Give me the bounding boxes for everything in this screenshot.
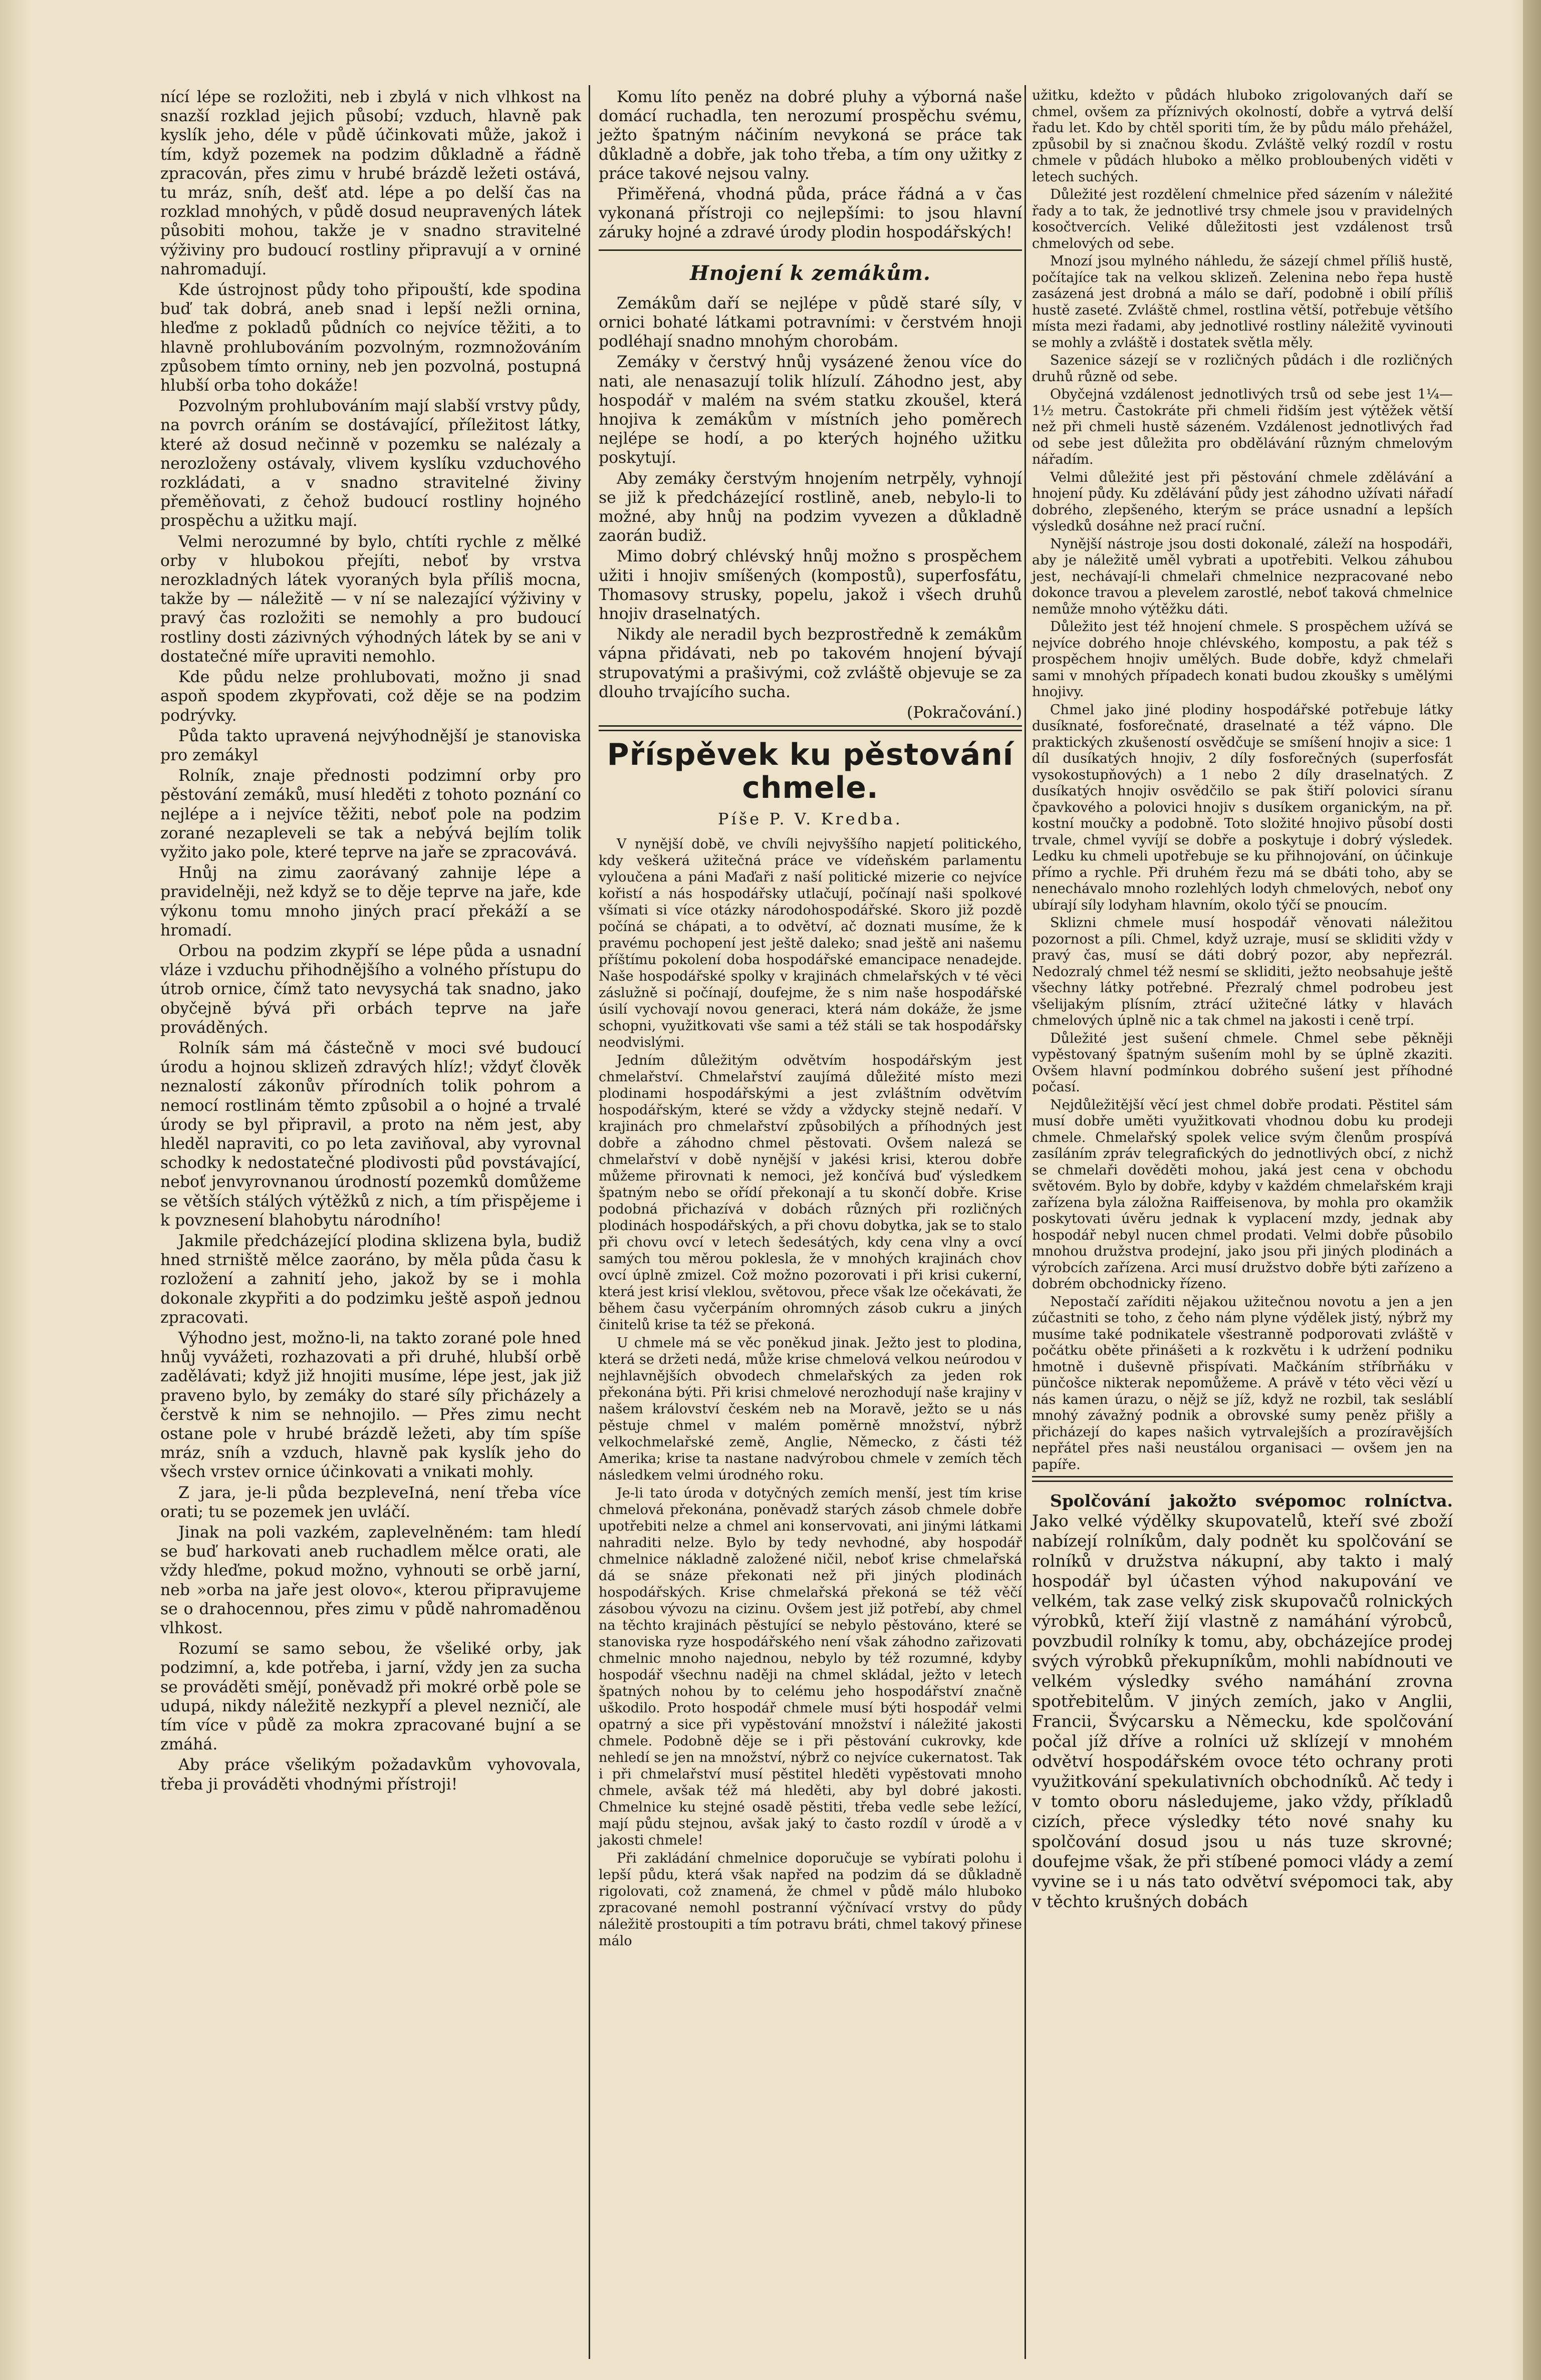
paragraph: nící lépe se rozložiti, neb i zbylá v nich vlhkost na snazší rozklad jejich působí; vzduch, hlavně pak kyslík jeho, déle v půdě účinkovati může, jakož i tím, když pozemek na podzim důkladně a řádně zpracován, přes zimu v hrubé brázdě ležeti ostává, tu mráz, sníh, dešť atd. lépe a po delší čas na rozklad mnohých, v půdě dosud neupravených látek působiti mohou, takže je v snadno stravitelné výživiny pro budoucí rostliny připravují a v orniné nahromadují.: [160, 88, 581, 278]
paragraph: Z jara, je-li půda bezpleveIná, není třeba více orati; tu se pozemek jen uvláčí.: [160, 1483, 581, 1521]
paragraph: Orbou na podzim zkypří se lépe půda a usnadní vláze i vzduchu přihodnějšího a volného přístupu do útrob ornice, čímž tato nevysychá tak snadno, jako obyčejně bývá při orbách teprve na jaře prováděných.: [160, 942, 581, 1037]
paragraph: U chmele má se věc poněkud jinak. Ježto jest to plodina, která se držeti nedá, může krise chmelová velkou neúrodou v nejhlavnějších obvodech chmelařských za jeden rok překonána býti. Při krisi chmelové nerozhodují naše krajiny v našem království českém neb na Moravě, ježto se u nás pěstuje chmel v malém poměrně množství, nýbrž velkochmelařské země, Anglie, Německo, z části též Amerika; krise ta nastane nadvýrobou chmele v zemích těch následkem velmi úrodného roku.: [599, 1335, 1022, 1483]
paragraph: Rolník, znaje přednosti podzimní orby pro pěstování zemáků, musí hleděti z tohoto poznání co nejlépe a i nejvíce těžiti, neboť pole na podzim zorané nezapleveli se tak a nebývá bejlím tolik vyžito jako pole, které teprve na jaře se zpracovává.: [160, 767, 581, 861]
paragraph: Výhodno jest, možno-li, na takto zorané pole hned hnůj vyvážeti, rozhazovati a při druhé, hlubší orbě zadělávati; když již hnojiti musíme, lépe jest, jak již praveno bylo, by zemáky do staré síly přicházely a čerstvě k nim se nehnojilo. — Přes zimu necht ostane pole v hrubé brázdě ležeti, aby tím spíše mráz, sníh a vzduch, hlavně pak kyslík jeho do všech vrstev ornice účinkovati a vnikati mohly.: [160, 1329, 581, 1481]
article-title-chmel: Příspěvek ku pěstování chmele.: [607, 737, 1014, 806]
section-divider: [1032, 1480, 1453, 1482]
article-continuation: [1032, 88, 1453, 1473]
column-rule-1: [589, 85, 590, 2359]
page-edge-strip: [1523, 0, 1541, 2380]
paragraph: Pozvolným prohlubováním mají slabší vrstvy půdy, na povrch oráním se dostávající, příležitost látky, které až dosud nečinně v pozemku se nalézaly a nerozloženy ostávaly, vlivem kyslíku vzduchového rozkládati, a v snadno stravitelné živiny přeměňovati, z čehož budoucí rostliny hojného prospěchu a užitku mají.: [160, 397, 581, 530]
article-byline: Píše P. V. Kredba.: [718, 809, 903, 829]
paragraph: Rozumí se samo sebou, že všeliké orby, jak podzimní, a, kde potřeba, i jarní, vždy jen za sucha se prováděti smějí, poněvadž při mokré orbě pole se udupá, nikdy náležitě nezkypří a plevel nezničí, ale tím více v půdě za mokra zpracované bujní a se zmáhá.: [160, 1640, 581, 1754]
paragraph: Nepostačí zaříditi nějakou užitečnou novotu a jen a jen zúčastniti se toho, z čeho nám plyne výdělek jistý, nýbrž my musíme také podnikatele všestranně podporovati zvláště v počátku oběte přinášeti a k rozkvětu i k udržení podniku hmotně i duševně přispívati. Mačkáním stříbrňáku v pünčošce nikterak nepomůžeme. A právě v této věci vězí u nás kamen úrazu, o nějž se jíž, když ne rozbil, tak sesláblí mnohý závažný podnik a obrovské sumy peněz přišly a přicházejí do kapes našich vytrvalejších a prozíravějších nepřátel přes naši neustálou organisaci — ovšem jen na papíře.: [1032, 1294, 1453, 1472]
paragraph: Mimo dobrý chlévský hnůj možno s prospěchem užiti i hnojiv smíšených (kompostů), superfosfátu, Thomasovy strusky, popelu, jakož i všech druhů hnojiv draselnatých.: [599, 547, 1022, 624]
section-text: Jako velké výdělky skupovatelů, kteří své zboží nabízejí rolníkům, daly podnět ku spolčování se rolníků v družstva nákupní, aby takto i malý hospodář byl účasten výhod nakupování ve velkém, tak zase velký zisk skupovačů rolnických výrobků, kteří žijí vlastně z namáhání výrobců, povzbudil rolníky k tomu, aby, obcházejíce prodej svých výrobků překupníkům, mohli nabídnouti ve velkém výsledky svého namáhání zrovna spotřebitelům. V jiných zemích, jako v Anglii, Francii, Švýcarsku a Německu, kde spolčování počal jíž dříve a rolníci už sklízejí v mnohém odvětví hospodářském ovoce této ochrany proti využitkování spekulativních obchodníků. Ač tedy i v tomto oboru následujeme, jako vždy, příkladů cizích, přece výsledky této nové snahy ku spolčování dosud jsou u nás tuze skrovné; doufejme však, že při stíbené pomoci vlády a zemí vyvine se i u nás tato odvětví svépomoci tak, aby v těchto krušných dobách: [1032, 1511, 1453, 1911]
paragraph: Kde ústrojnost půdy toho připouští, kde spodina buď tak dobrá, aneb snad i lepší nežli ornina, hleďme z pokladů půdních co nejvíce těžiti, a to hlavně prohlubováním pozvolným, rozmnožováním způsobem tímto orniny, neb jen pozvolná, postupná hlubší orba toho dokáže!: [160, 281, 581, 395]
paragraph: Rolník sám má částečně v moci své budoucí úrodu a hojnou sklizeň zdravých hlíz!; vždyť člověk neznalostí zákonův přírodních tolik pohrom a nemocí rostlinám těmto způsobil a o hojné a trvalé úrody se byl připravil, a proto na něm jest, aby hleděl napraviti, co po leta zaviňoval, aby vyrovnal schodky k nedostatečné plodivosti půd povstávající, neboť jenvyrovnanou úrodností pozemků domůžeme se větších stálých výtěžků z nich, a tím přispějeme i k povznesení blahobytu národního!: [160, 1039, 581, 1230]
paragraph: Obyčejná vzdálenost jednotlivých trsů od sebe jest 1¼—1½ metru. Častokráte při chmeli řidším jest výtěžek větší než při chmeli hustě sázeném. Vzdálenost jednotlivých řad od sebe jest důležita pro obdělávání různým chmelovým nářadím.: [1032, 387, 1453, 467]
paragraph: Jedním důležitým odvětvím hospodářským jest chmelařství. Chmelařství zaujímá důležité místo mezi plodinami hospodářskými a jest zvláštním odvětvím hospodářským, které se vždy a vždycky stejně nedaří. V krajinách pro chmelařství způsobilých a příhodných jest dobře a záhodno chmel pěstovati. Ovšem nalezá se chmelařství v době nynější v jakési krisi, kterou dobře můžeme přirovnati k nemoci, jež končívá buď výsledkem špatným nebo se ořídí překonají a tu skončí dobře. Krise podobná přichazívá v dobách různých při rozličných plodinách hospodářských, a při chovu dobytka, jak se to stalo při chovu ovcí v letech šedesátých, kdy cena vlny a ovcí samých tou měrou poklesla, že v mnohých krajinách chov ovcí úplně zmizel. Což možno pozorovati i při krisi cukerní, která jest krisí vleklou, světovou, přece však lze očekávati, že během času vyčerpáním ohromných zásob cukru a jiných činitelů krise ta též se překoná.: [599, 1052, 1022, 1333]
paragraph: Velmi důležité jest při pěstování chmele zdělávání a hnojení půdy. Ku zdělávání půdy jest záhodno užívati nářadí dobrého, zlepšeného, kterým se práce usnadní a lepších výsledků dosáhne než prací ruční.: [1032, 469, 1453, 534]
paragraph: Aby zemáky čerstvým hnojením netrpěly, vyhnojí se již k předcházející rostlině, aneb, nebylo-li to možné, aby hnůj na podzim vyvezen a důkladně zaorán budiž.: [599, 469, 1022, 545]
paragraph: Zemákům daří se nejlépe v půdě staré síly, v ornici bohaté látkami potravními: v čerstvém hnoji podléhají snadno mnohým chorobám.: [599, 294, 1022, 351]
paragraph: Důležito jest též hnojení chmele. S prospěchem užívá se nejvíce dobrého hnoje chlévského, kompostu, a pak též s prospěchem hnojiv umělých. Bude dobře, když chmelaři sami v mnohých případech konati budou zkoušky s umělými hnojivy.: [1032, 619, 1453, 700]
paragraph: Důležité jest sušení chmele. Chmel sebe pěkněji vypěstovaný špatným sušením mohl by se úplně zkaziti. Ovšem hlavní podmínkou dobrého sušení jest příhodné počasí.: [1032, 1030, 1453, 1095]
paragraph: Jinak na poli vazkém, zaplevelněném: tam hledí se buď harkovati aneb ruchadlem mělce orati, ale vždy hleďme, pokud možno, vyhnouti se orbě jarní, neb »orba na jaře jest olovo«, kterou připravujeme se o drahocennou, přes zimu v půdě nahromaděnou vlhkost.: [160, 1524, 581, 1638]
column-2: [599, 88, 1022, 1951]
section-title-spolcovani: Spolčování jakožto svépomoc rolníctva.: [1050, 1491, 1453, 1511]
column-3: [1032, 88, 1453, 1913]
paragraph: V nynější době, ve chvíli nejvyššího napjetí politického, kdy veškerá užitečná práce ve vídeňském parlamentu vyloučena a páni Maďaři z naší politické mizerie co nejvíce kořistí a nás hospodářsky utlačují, počínají naši spolkové všímati si více otázky národohospodářské. Skoro již pozdě počíná se chápati, a to odvětví, ač doznati musíme, že k pravému pochopení jest ještě daleko; snad ještě ani našemu příštímu pokolení doba hospodářské emancipace nenadejde. Naše hospodářské spolky v krajinách chmelařských v té věci záslužně si počínají, doufejme, že s nim naše hospodářské úsilí vychovají novou generaci, která nám dokáže, že jsme schopni, využitkovati vše sami a též stáli se tak hospodářsky neodvislými.: [599, 836, 1022, 1050]
paragraph: Jakmile předcházející plodina sklizena byla, budiž hned strniště mělce zaoráno, by měla půda času k rozložení a zahnití jeho, jakož by se i mohla dokonale zkypřiti a do podzimku ještě aspoň jednou zpracovati.: [160, 1232, 581, 1327]
paragraph: Velmi nerozumné by bylo, chtíti rychle z mělké orby v hlubokou přejíti, neboť by vrstva nerozkladných látek vyoraných byla příliš mocna, takže by — náležitě — v ní se nalezající výživiny v pravý čas rozložiti se nemohly a pro budoucí rostliny dosti zázivných výhodných látek by se ani v dostatečné míře upraviti nemohlo.: [160, 532, 581, 666]
paragraph: Kde půdu nelze prohlubovati, možno ji snad aspoň spodem zkypřovati, což děje se na podzim podrývky.: [160, 668, 581, 725]
article-body: [599, 836, 1022, 1949]
section-divider: [599, 725, 1022, 727]
paragraph: Mnozí jsou mylného náhledu, že sázejí chmel příliš hustě, počítajíce tak na velkou sklizeň. Zelenina nebo řepa hustě zasázená jest drobná a málo se daří, podobně i obilí příliš hustě zaseté. Zvláště chmel, rostlina větší, potřebuje většího místa mezi řadami, aby jednotlivé rostliny náležitě vyvinouti se mohly a zvláště i dostatek světla měly.: [1032, 253, 1453, 351]
paragraph: Půda takto upravená nejvýhodnější je stanoviska pro zemákyl: [160, 727, 581, 764]
paragraph: Komu líto peněz na dobré pluhy a výborná naše domácí ruchadla, ten nerozumí prospěchu svému, ježto špatným náčiním nevykoná se práce tak důkladně a dobře, jak toho třeba, a tím ony užitky z práce takové nejsou valny.: [599, 88, 1022, 183]
paragraph: Sazenice sázejí se v rozličných půdách i dle rozličných druhů různě od sebe.: [1032, 353, 1453, 385]
paragraph: Při zakládání chmelnice doporučuje se vybírati polohu i lepší půdu, která však napřed na podzim dá se důkladně rigolovati, což znamená, že chmel v půdě málo hluboko zpracované nemohl postranní výčnívací vrstvy do půdy náležitě prostoupiti a tím potravu bráti, chmel takový přinese málo: [599, 1850, 1022, 1949]
paragraph: Hnůj na zimu zaorávaný zahnije lépe a pravidelněji, než když se to děje teprve na jaře, kde výkonu tomu mnoho jiných prací překáží a se hromadí.: [160, 864, 581, 940]
column-1: [160, 88, 581, 1796]
paragraph: Nynější nástroje jsou dosti dokonalé, záleží na hospodáři, aby je náležitě uměl vybrati a upotřebiti. Velkou záhubou jest, nechávají-li chmelaři chmelnice nezpracované nebo dokonce travou a plevelem zarostlé, neboť taková chmelnice nemůže mnoho výtěžku dáti.: [1032, 536, 1453, 617]
paragraph: Zemáky v čerstvý hnůj vysázené ženou více do nati, ale nenasazují tolik hlízulí. Záhodno jest, aby hospodář v malém na svém statku zkoušel, která hnojiva k zemákům v místních jeho poměrech nejlépe se hodí, a po kterých hojného užitku poskytují.: [599, 353, 1022, 467]
paragraph: užitku, kdežto v půdách hluboko zrigolovaných daří se chmel, ovšem za příznivých okolností, dobře a vytrvá delší řadu let. Kdo by chtěl sporiti tím, že by půdu málo přehážel, způsobil by si značnou škodu. Zvláště velký rozdíl v rostu chmele v půdách hluboko a mělko probloubených viděti v letech suchých.: [1032, 88, 1453, 185]
paragraph: Chmel jako jiné plodiny hospodářské potřebuje látky dusíknaté, fosforečnaté, draselnaté a též vápno. Dle praktických zkušeností osvědčuje se smíšení hnojiv a sice: 1 díl dusíkatých hnojiv, 2 díly fosforečných (superfosfát vysokostupňových) a 1 nebo 2 díly draselnatých. Z dusíkatých hnojiv osvědčilo se pak štiří polovici síranu čpavkového a polovici hnojiv s dusíkem organickým, na př. kostní moučky a podobně. Toto složité hnojivo působí dosti trvale, chmel vyvíjí se dobře a poskytuje i dobrý výsledek. Ledku ku chmeli upotřebuje se ku přihnojování, on účinkuje přímo a rychle. Při druhém řezu má se dbáti toho, aby se nenechávalo mnoho rozlehlých lodyh chmelových, neboť ony ubírají síly lodyham hlavním, okolo týčí se pnoucím.: [1032, 702, 1453, 913]
column-rule-2: [1024, 85, 1026, 2359]
section-divider: [599, 730, 1022, 731]
paragraph: Nikdy ale neradil bych bezprostředně k zemákům vápna přidávati, neb po takovém hnojení bývají strupovatými a prašivými, což zvláště objevuje se za dlouho trvajícího sucha.: [599, 626, 1022, 701]
paragraph: Aby práce všelikým požadavkům vyhovovala, třeba ji prováděti vhodnými přístroji!: [160, 1756, 581, 1794]
continuation-note: (Pokračování.): [907, 704, 1022, 722]
paragraph: Důležité jest rozdělení chmelnice před sázením v náležité řady a to tak, že jednotlivé trsy chmele jsou v pravidelných kosočtvercích. Veliké důležitosti jest vzdálenost trsů chmelových od sebe.: [1032, 187, 1453, 251]
paragraph: Nejdůležitější věcí jest chmel dobře prodati. Pěstitel sám musí dobře uměti využitkovati vhodnou dobu ku prodeji chmele. Chmelařský spolek velice svým členům prospívá zasíláním zpráv telegrafických do jednotlivých obcí, z nichž se chmelaři dověděti mohou, jaká jest cena v obchodu světovém. Bylo by dobře, kdyby v každém chmelařském kraji zařízena byla záložna Raiffeisenova, by mohla pro okamžik poskytovati úvěru jednak k vyplacení mzdy, jednak aby hospodář nebyl nucen chmel prodati. Velmi dobře působilo mnohou družstva prodejní, jako jsou při jiných plodinách a výrobcích zařízena. Arci musí družstvo dobře býti zařízeno a dobrém obchodnicky řízeno.: [1032, 1097, 1453, 1292]
paragraph: Sklizni chmele musí hospodář věnovati náležitou pozornost a píli. Chmel, když uzraje, musí se skliditi vždy v pravý čas, musí se dáti dobrý pozor, aby nepřezrál. Nedozralý chmel též nesmí se skliditi, ježto neobsahuje ještě všechny látky potřebné. Přezralý chmel podrobeu jest všelijakým plísním, ztrácí užitečné látky v hlavách chmelových úplně nic a tak chmel na jakosti i ceně trpí.: [1032, 915, 1453, 1028]
section-spolcovani: [1032, 1491, 1453, 1912]
section-divider: [599, 249, 1022, 251]
paragraph: Přiměřená, vhodná půda, práce řádná a v čas vykonaná přístroji co nejlepšími: to jsou hlavní záruky hojné a zdravé úrody plodin hospodářských!: [599, 185, 1022, 242]
section-divider: [1032, 1476, 1453, 1477]
paragraph: Je-li tato úroda v dotyčných zemích menší, jest tím krise chmelová překonána, poněvadž starých zásob chmele dobře upotřebiti nelze a chmel ani konservovati, ani jinými látkami nahraditi nelze. Bylo by tedy nevhodné, aby hospodář chmelnice nákladně založené ničil, neboť krise chmelařská dá se snáze překonati než při jiných plodinách hospodářských. Krise chmelařská překoná se též věčí zásobou vývozu na cizinu. Ovšem jest již potřebí, aby chmel na těchto krajinách pěstující se nebylo pěstováno, které se stanoviska ryze hospodářského není však záhodno zařizovati chmelnic mnoho najednou, nebylo by též rozumné, kdyby hospodář všechnu naději na chmel skládal, ježto v letech špatných nohou by to celému jeho hospodářství značně uškodilo. Proto hospodář chmele musí býti hospodář velmi opatrný a sice při vypěstování množství i náležité jakosti chmele. Podobně děje se i při pěstování cukrovky, kde nehledí se jen na množství, nýbrž co nejvíce cukernatost. Tak i při chmelařství musí pěstitel hleděti vypěstovati mnoho chmele, avšak též má hleděti, aby byl dobré jakosti. Chmelnice ku stejné osadě pěstiti, třeba vedle sebe ležící, mají půdu stejnou, avšak jaký to často rozdíl v úrodě a v jakosti chmele!: [599, 1485, 1022, 1848]
section-title-hnojeni: Hnojení k zemákům.: [690, 261, 931, 285]
